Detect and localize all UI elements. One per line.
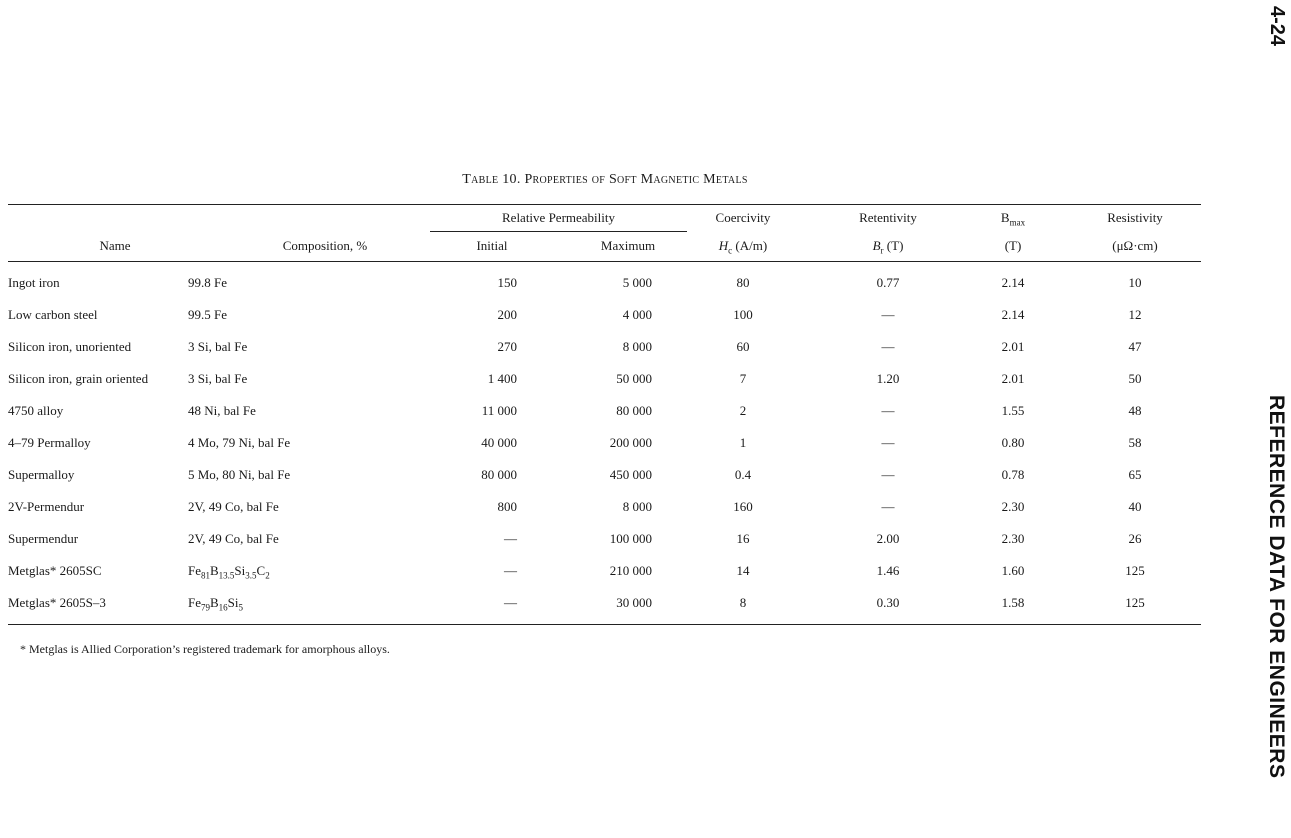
cell-maximum: 450 000 (609, 467, 652, 482)
cell-bmax: 2.01 (1001, 371, 1025, 386)
cell-name: 2V-Permendur (8, 499, 85, 514)
cell-resistivity: 47 (1128, 339, 1142, 354)
cell-initial: 800 (497, 499, 517, 514)
page-number: 4-24 (1266, 6, 1288, 47)
cell-initial: — (504, 531, 517, 546)
cell-coercivity: 160 (733, 499, 753, 514)
cell-resistivity: 10 (1128, 275, 1142, 290)
cell-maximum: 100 000 (609, 531, 652, 546)
cell-coercivity: 7 (739, 371, 747, 386)
cell-resistivity: 12 (1128, 307, 1142, 322)
cell-retentivity: — (881, 403, 895, 418)
cell-coercivity: 16 (736, 531, 750, 546)
cell-composition: 48 Ni, bal Fe (188, 403, 256, 418)
cell-composition: 99.8 Fe (188, 275, 227, 290)
cell-name: 4750 alloy (8, 403, 64, 418)
cell-maximum: 50 000 (616, 371, 652, 386)
cell-maximum: 200 000 (609, 435, 652, 450)
cell-coercivity: 14 (736, 563, 750, 578)
cell-name: Supermalloy (8, 467, 75, 482)
cell-initial: 1 400 (487, 371, 517, 386)
side-section-title: REFERENCE DATA FOR ENGINEERS (1265, 395, 1288, 779)
cell-resistivity: 125 (1125, 563, 1145, 578)
cell-bmax: 0.80 (1001, 435, 1025, 450)
cell-name: Low carbon steel (8, 307, 98, 322)
header-coercivity-unit: $H_c$ (A/m) (718, 238, 768, 256)
cell-retentivity: 1.46 (876, 563, 900, 578)
cell-composition: $Fe_{81}B_{13.5}Si_{3.5}C_2$ (188, 563, 270, 581)
cell-coercivity: 1 (739, 435, 747, 450)
cell-initial: — (504, 595, 517, 610)
header-bmax-unit: (T) (1004, 238, 1022, 253)
cell-bmax: 2.30 (1001, 531, 1025, 546)
cell-bmax: 0.78 (1001, 467, 1025, 482)
cell-composition: 2V, 49 Co, bal Fe (188, 499, 279, 514)
cell-maximum: 80 000 (616, 403, 652, 418)
cell-initial: 11 000 (481, 403, 517, 418)
cell-initial: 40 000 (481, 435, 517, 450)
header-resistivity: Resistivity (1107, 210, 1163, 225)
cell-retentivity: 2.00 (876, 531, 900, 546)
table-footnote: * Metglas is Allied Corporation’s registered trademark for amorphous alloys. (20, 642, 390, 656)
header-resistivity-unit: (μΩ·cm) (1112, 238, 1158, 253)
cell-coercivity: 0.4 (734, 467, 752, 482)
cell-maximum: 30 000 (616, 595, 652, 610)
cell-maximum: 5 000 (622, 275, 652, 290)
header-relative-permeability: Relative Permeability (502, 210, 615, 225)
cell-resistivity: 26 (1128, 531, 1142, 546)
cell-maximum: 8 000 (622, 499, 652, 514)
cell-maximum: 8 000 (622, 339, 652, 354)
permeability-group-rule (430, 231, 687, 232)
cell-bmax: 1.55 (1001, 403, 1025, 418)
cell-composition: 3 Si, bal Fe (188, 371, 248, 386)
cell-name: Silicon iron, unoriented (8, 339, 132, 354)
cell-resistivity: 125 (1125, 595, 1145, 610)
cell-coercivity: 8 (739, 595, 747, 610)
table-bottom-rule (8, 624, 1201, 625)
cell-retentivity: 0.30 (876, 595, 900, 610)
cell-coercivity: 2 (739, 403, 747, 418)
cell-maximum: 4 000 (622, 307, 652, 322)
header-coercivity: Coercivity (715, 210, 771, 225)
cell-bmax: 2.14 (1001, 275, 1025, 290)
cell-initial: 150 (497, 275, 517, 290)
cell-initial: 270 (497, 339, 517, 354)
cell-name: Metglas* 2605S–3 (8, 595, 106, 610)
cell-retentivity: — (881, 339, 895, 354)
cell-resistivity: 50 (1128, 371, 1142, 386)
cell-retentivity: — (881, 307, 895, 322)
cell-resistivity: 58 (1128, 435, 1142, 450)
cell-maximum: 210 000 (609, 563, 652, 578)
cell-coercivity: 80 (736, 275, 750, 290)
cell-composition: 4 Mo, 79 Ni, bal Fe (188, 435, 291, 450)
cell-bmax: 1.58 (1001, 595, 1025, 610)
cell-bmax: 2.01 (1001, 339, 1025, 354)
header-maximum: Maximum (600, 238, 656, 253)
cell-name: Metglas* 2605SC (8, 563, 102, 578)
cell-retentivity: — (881, 435, 895, 450)
cell-initial: 200 (497, 307, 517, 322)
cell-composition: 3 Si, bal Fe (188, 339, 248, 354)
cell-resistivity: 65 (1128, 467, 1142, 482)
cell-bmax: 1.60 (1001, 563, 1025, 578)
cell-resistivity: 48 (1128, 403, 1142, 418)
header-retentivity-unit: $B_r$ (T) (872, 238, 904, 256)
header-bmax: $B_{max}$ (1000, 210, 1026, 228)
cell-bmax: 2.14 (1001, 307, 1025, 322)
cell-name: 4–79 Permalloy (8, 435, 91, 450)
cell-composition: 99.5 Fe (188, 307, 227, 322)
table-title: Table 10. Properties of Soft Magnetic Metals (462, 172, 748, 187)
cell-initial: — (504, 563, 517, 578)
cell-name: Silicon iron, grain oriented (8, 371, 149, 386)
table-header-rule (8, 261, 1201, 262)
cell-bmax: 2.30 (1001, 499, 1025, 514)
cell-retentivity: — (881, 467, 895, 482)
cell-coercivity: 60 (736, 339, 750, 354)
cell-name: Supermendur (8, 531, 79, 546)
cell-coercivity: 100 (733, 307, 753, 322)
cell-composition: 2V, 49 Co, bal Fe (188, 531, 279, 546)
cell-retentivity: — (881, 499, 895, 514)
cell-initial: 80 000 (481, 467, 517, 482)
cell-composition: 5 Mo, 80 Ni, bal Fe (188, 467, 291, 482)
table-top-rule (8, 204, 1201, 205)
header-composition: Composition, % (282, 238, 368, 253)
cell-retentivity: 0.77 (876, 275, 900, 290)
cell-composition: $Fe_{79}B_{16}Si_5$ (188, 595, 244, 613)
header-initial: Initial (476, 238, 508, 253)
cell-name: Ingot iron (8, 275, 60, 290)
header-name: Name (99, 238, 131, 253)
cell-resistivity: 40 (1128, 499, 1142, 514)
cell-retentivity: 1.20 (876, 371, 900, 386)
header-retentivity: Retentivity (859, 210, 917, 225)
